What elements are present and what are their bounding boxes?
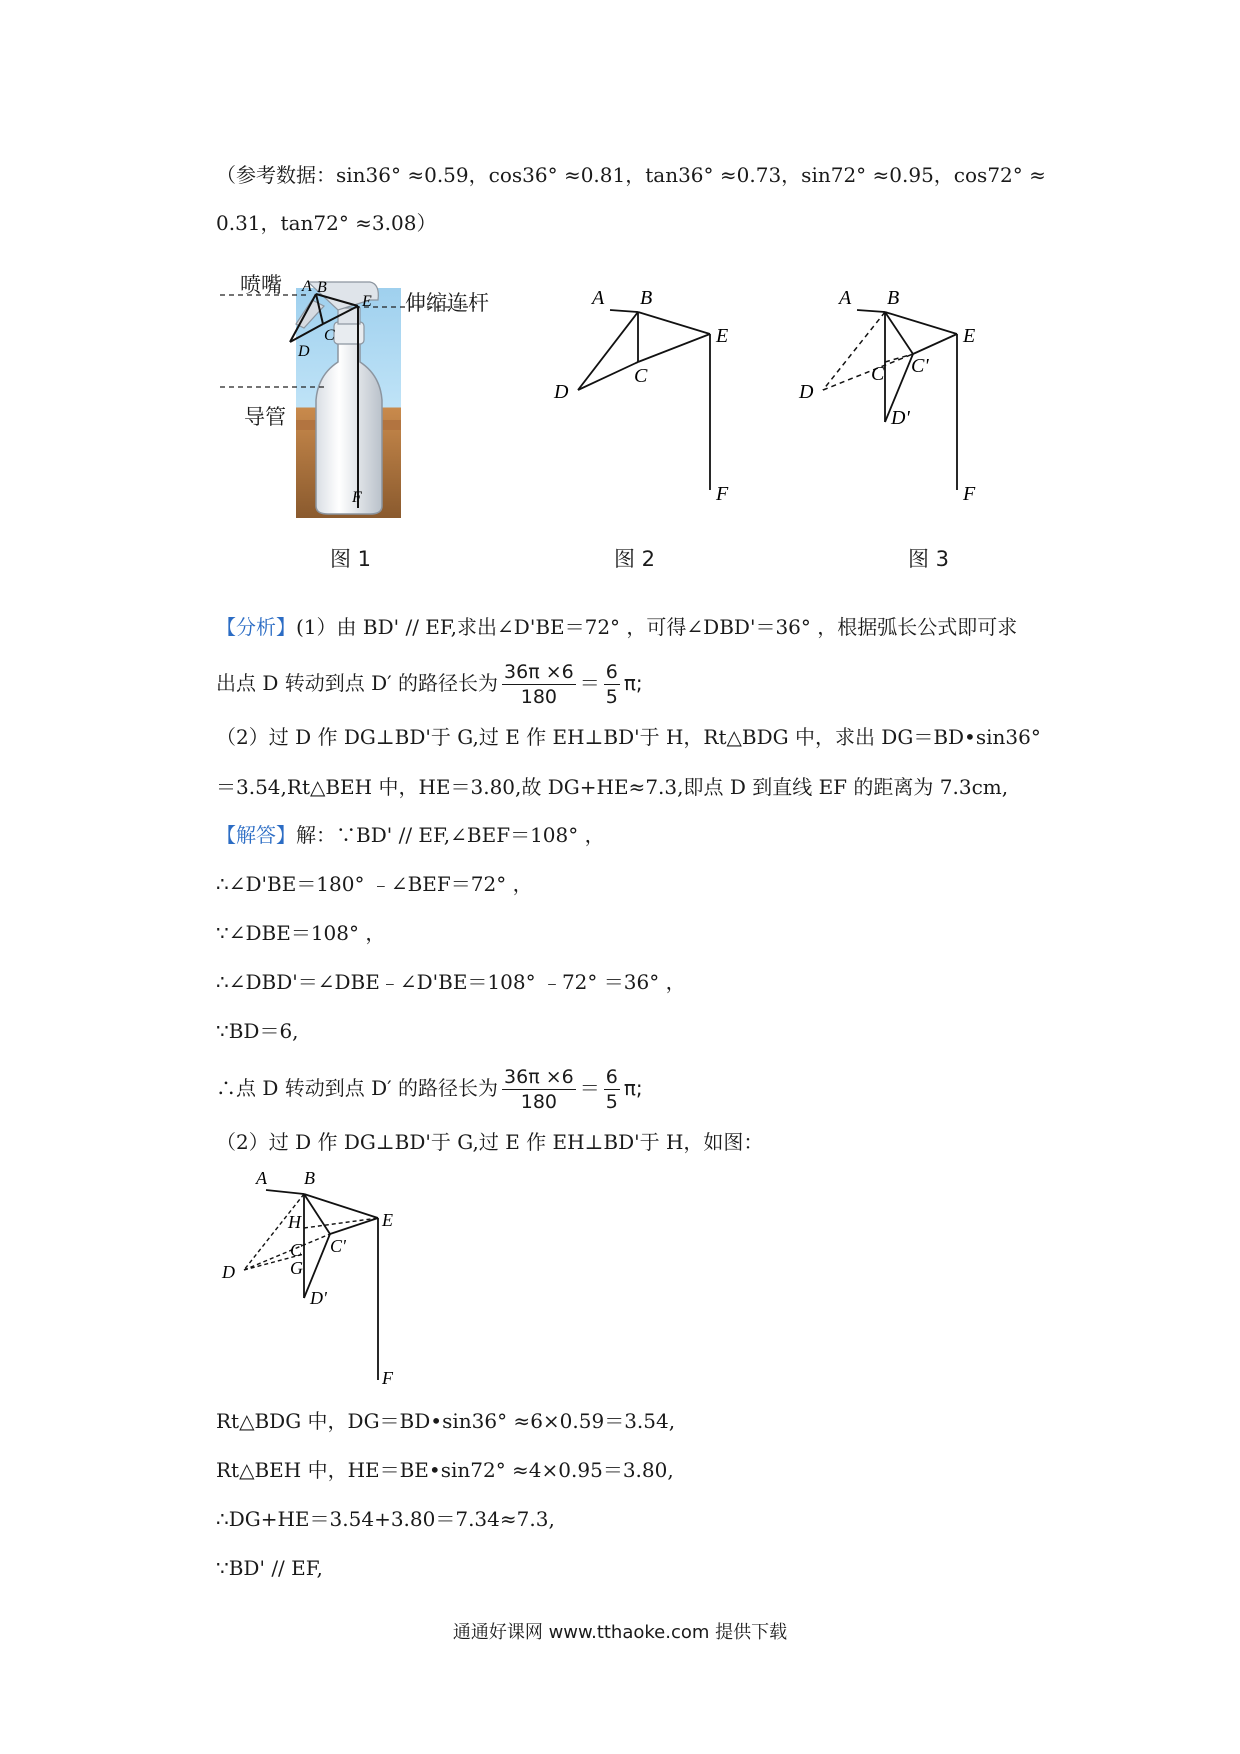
- svg-text:C: C: [634, 365, 648, 387]
- fraction-numerator: 6: [605, 661, 618, 683]
- pi-suffix: π;: [623, 1076, 643, 1100]
- solution-text-1: 解：∵BD' // EF,∠BEF＝108° ，: [296, 823, 605, 847]
- analysis-tag: 【分析】: [216, 615, 296, 639]
- solution-fraction-2: [604, 1065, 620, 1114]
- solution-fraction-1: [502, 1065, 576, 1114]
- analysis-line-2: [216, 660, 643, 709]
- svg-text:F: F: [716, 483, 729, 505]
- caption-figure-3: 图 3: [908, 547, 950, 571]
- solution-line-10: ∴DG+HE＝3.54+3.80＝7.34≈7.3,: [216, 1507, 555, 1531]
- svg-text:C: C: [871, 363, 885, 385]
- svg-text:E: E: [382, 1210, 393, 1230]
- reference-data-line-1: （参考数据：sin36° ≈0.59，cos36° ≈0.81，tan36° ≈0.73，sin72° ≈0.95，cos72° ≈: [216, 163, 1046, 187]
- svg-text:A: A: [592, 287, 605, 309]
- svg-text:D: D: [554, 381, 569, 403]
- svg-text:E: E: [362, 293, 372, 310]
- svg-text:D': D': [891, 407, 910, 429]
- solution-line-5: ∵BD＝6,: [216, 1019, 299, 1043]
- solution-tag: 【解答】: [216, 823, 296, 847]
- svg-text:C': C': [330, 1236, 346, 1256]
- fraction-numerator: 6: [605, 1066, 618, 1088]
- svg-text:D: D: [222, 1262, 235, 1282]
- pi-suffix: π;: [623, 671, 643, 695]
- svg-text:G: G: [290, 1258, 303, 1278]
- solution-line-8: Rt△BDG 中，DG＝BD•sin36° ≈6×0.59＝3.54,: [216, 1409, 676, 1433]
- fraction-numerator: 36π ×6: [504, 1066, 574, 1088]
- svg-text:C: C: [324, 327, 335, 344]
- fraction-denominator: 180: [520, 1091, 558, 1113]
- analysis-line-3: （2）过 D 作 DG⊥BD'于 G,过 E 作 EH⊥BD'于 H，Rt△BDG 中，求出 DG＝BD•sin36°: [216, 725, 1041, 749]
- label-tube: 导管: [244, 405, 286, 429]
- fraction-denominator: 5: [605, 686, 618, 708]
- svg-text:A: A: [302, 278, 312, 295]
- svg-text:B: B: [640, 287, 653, 309]
- solution-line-7: （2）过 D 作 DG⊥BD'于 G,过 E 作 EH⊥BD'于 H，如图：: [216, 1130, 764, 1154]
- equals-sign: ＝: [579, 1076, 600, 1100]
- analysis-fraction-2: [604, 660, 620, 709]
- svg-text:A: A: [256, 1170, 267, 1188]
- svg-text:F: F: [352, 489, 362, 506]
- figure-4-diagram: [218, 1170, 438, 1400]
- analysis-line-1: [216, 612, 1017, 642]
- svg-text:B: B: [304, 1170, 315, 1188]
- svg-text:D: D: [298, 343, 310, 360]
- figure-3-diagram: [795, 282, 995, 522]
- svg-text:D': D': [310, 1288, 327, 1308]
- equals-sign: ＝: [579, 671, 600, 695]
- fraction-numerator: 36π ×6: [504, 661, 574, 683]
- analysis-text-1: (1）由 BD' // EF,求出∠D'BE＝72° ，可得∠DBD'＝36° ，根据弧长公式即可求: [296, 615, 1018, 639]
- svg-text:B: B: [317, 279, 327, 296]
- solution-line-3: ∵∠DBE＝108° ，: [216, 921, 386, 945]
- svg-text:H: H: [288, 1212, 301, 1232]
- fraction-denominator: 180: [520, 686, 558, 708]
- solution-line-11: ∵BD' // EF,: [216, 1556, 323, 1580]
- svg-text:C: C: [290, 1240, 303, 1260]
- figure-2-diagram: [548, 282, 748, 522]
- caption-figure-2: 图 2: [614, 547, 656, 571]
- svg-text:C': C': [911, 355, 929, 377]
- svg-text:A: A: [839, 287, 852, 309]
- solution-line-6: [216, 1065, 643, 1114]
- analysis-fraction-1: [502, 660, 576, 709]
- analysis-line-4: ＝3.54,Rt△BEH 中，HE＝3.80,故 DG+HE≈7.3,即点 D 到直线 EF 的距离为 7.3cm,: [216, 775, 1009, 799]
- reference-data-line-2: 0.31，tan72° ≈3.08）: [216, 211, 437, 235]
- svg-text:F: F: [382, 1368, 393, 1388]
- solution-text-6: ∴点 D 转动到点 D′ 的路径长为: [216, 1076, 499, 1100]
- page-footer: 通通好课网 www.tthaoke.com 提供下载: [452, 1622, 788, 1643]
- svg-text:F: F: [963, 483, 976, 505]
- svg-text:E: E: [716, 325, 729, 347]
- svg-text:E: E: [963, 325, 976, 347]
- label-nozzle: 喷嘴: [240, 273, 282, 297]
- caption-figure-1: 图 1: [330, 547, 372, 571]
- svg-text:B: B: [887, 287, 900, 309]
- fraction-denominator: 5: [605, 1091, 618, 1113]
- svg-text:D: D: [799, 381, 814, 403]
- solution-line-1: [216, 820, 605, 850]
- solution-line-9: Rt△BEH 中，HE＝BE•sin72° ≈4×0.95＝3.80,: [216, 1458, 674, 1482]
- solution-line-2: ∴∠D'BE＝180° ﹣∠BEF＝72° ，: [216, 872, 533, 896]
- label-telescopic-rod: 伸缩连杆: [405, 291, 489, 315]
- analysis-text-2: 出点 D 转动到点 D′ 的路径长为: [216, 671, 499, 695]
- solution-line-4: ∴∠DBD'＝∠DBE﹣∠D'BE＝108° ﹣72° ＝36° ，: [216, 970, 686, 994]
